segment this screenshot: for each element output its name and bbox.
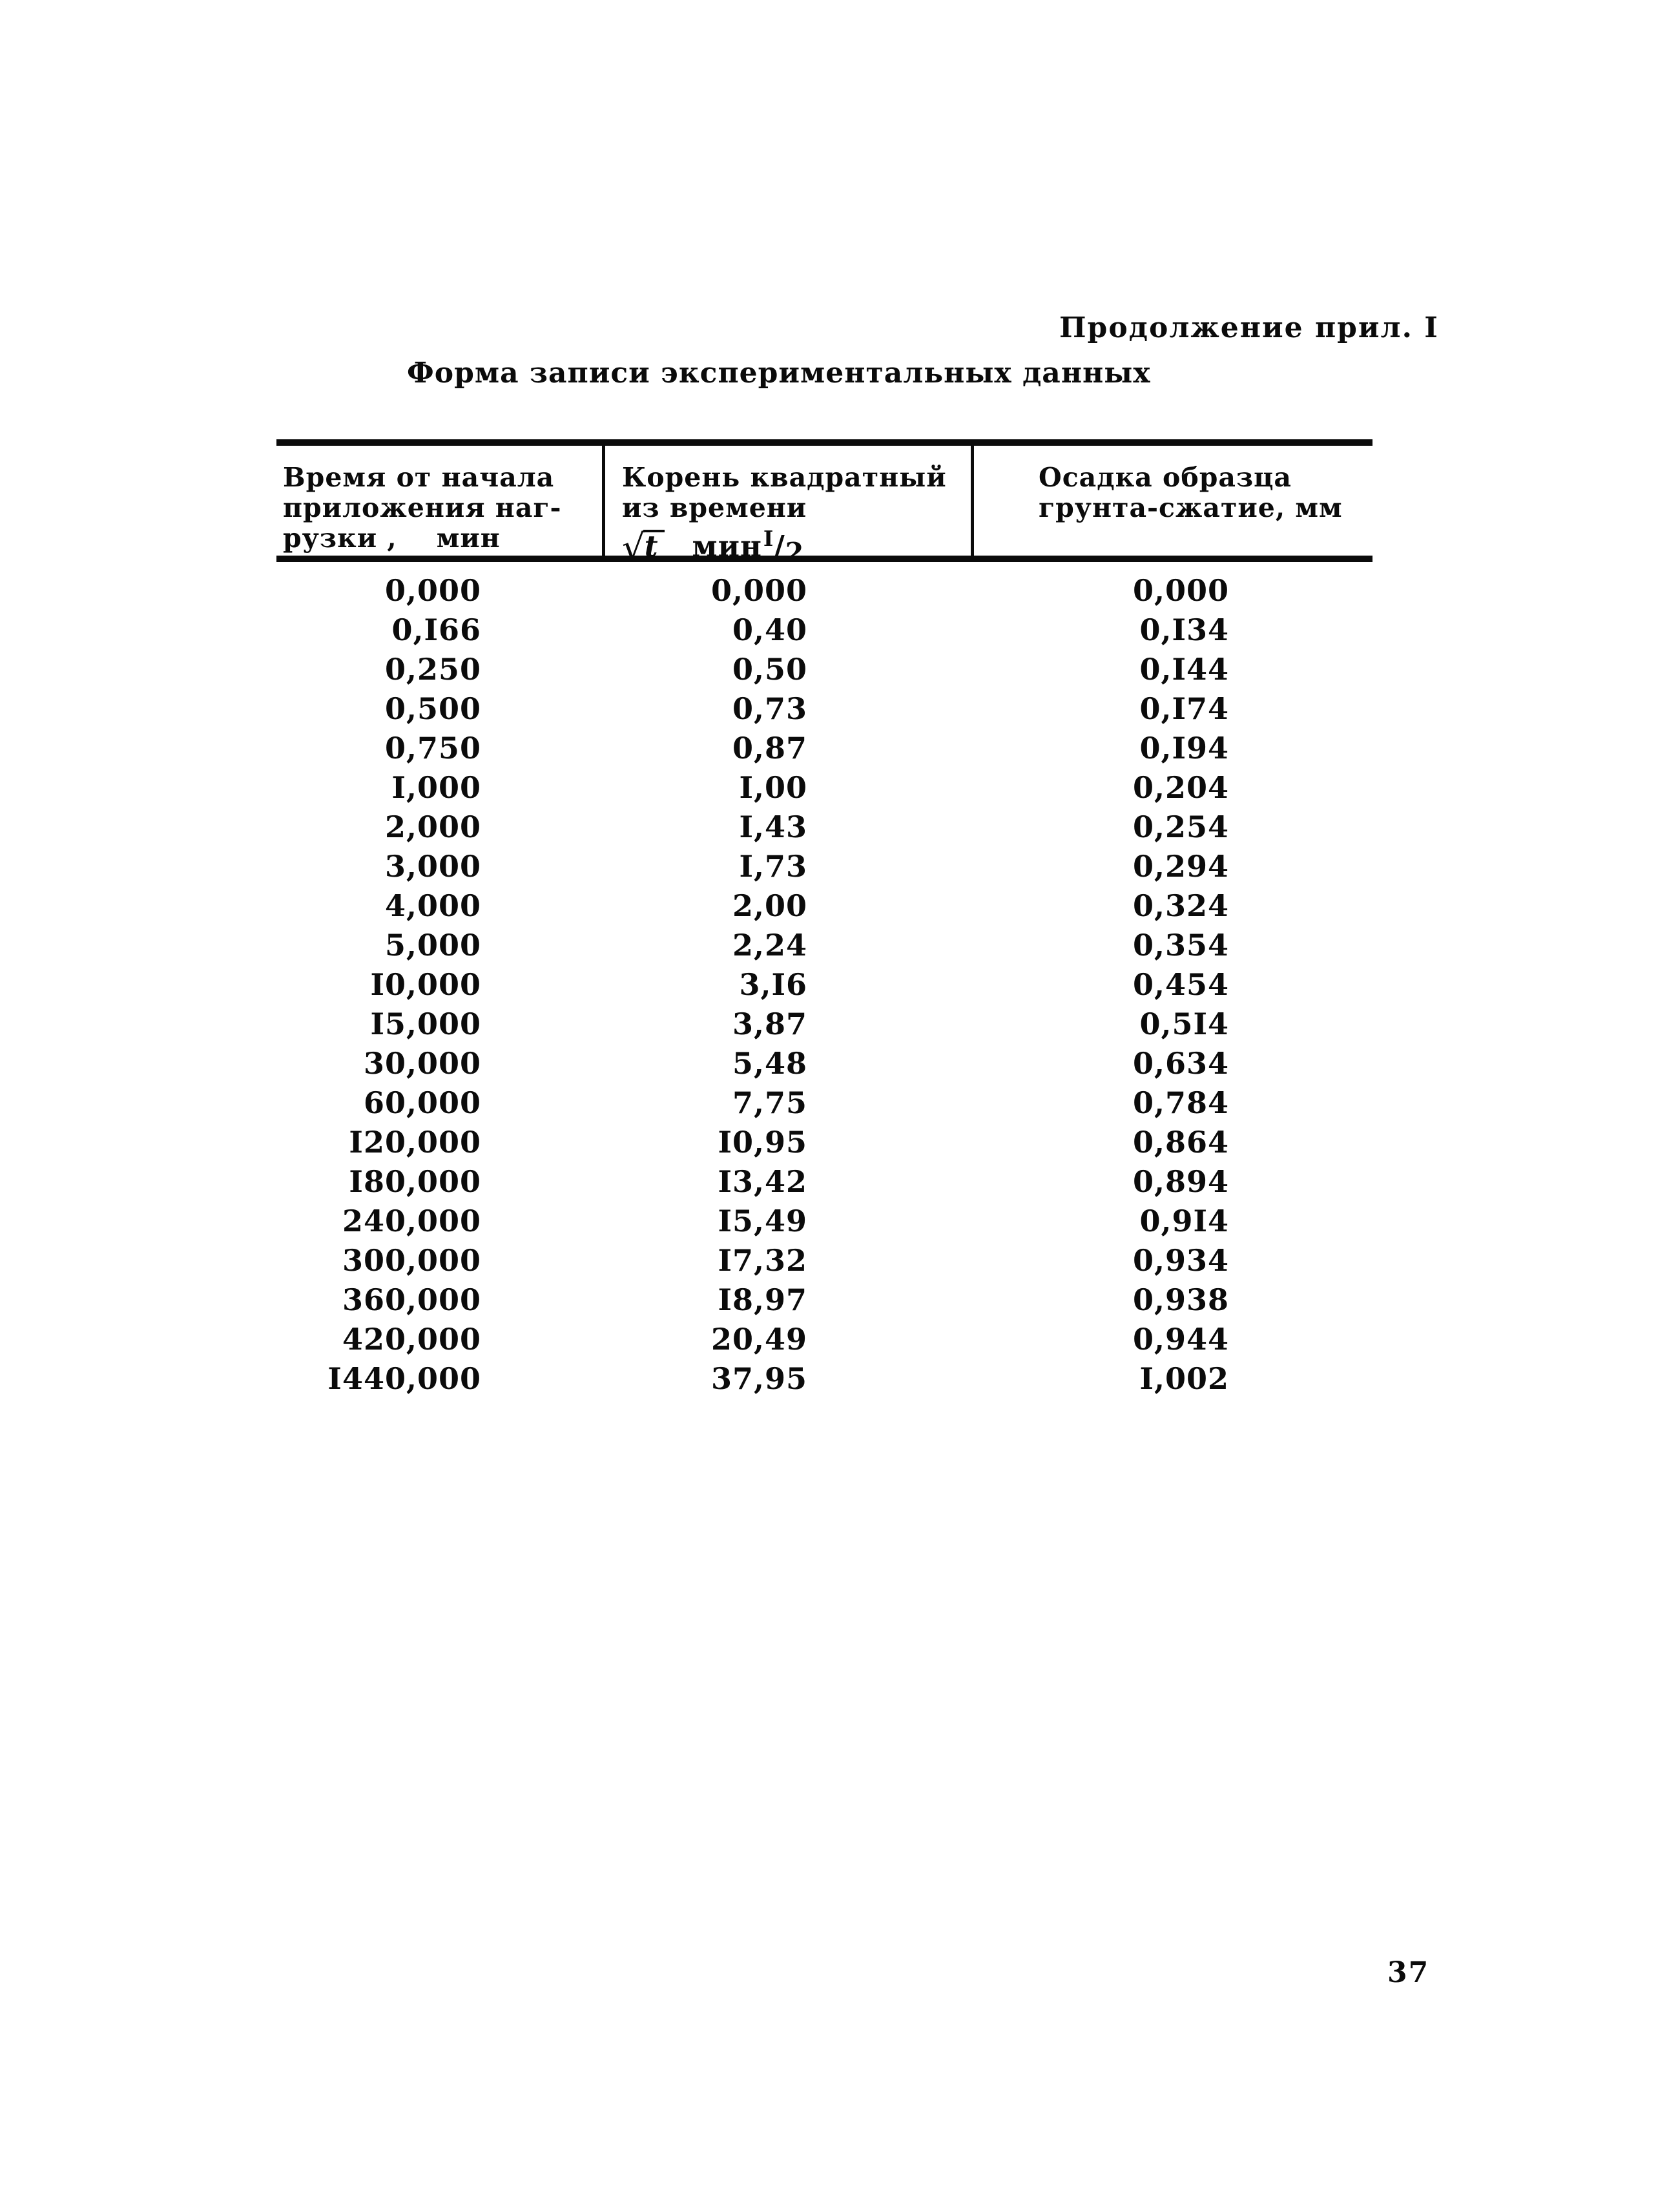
table-cell: 5,48 [732, 1046, 807, 1081]
column-header-settlement [974, 446, 1372, 556]
column-header-time [276, 446, 605, 556]
table-cell: 2,24 [732, 928, 807, 963]
formula-exponent-denominator: 2 [785, 537, 805, 568]
table-cell: I20,000 [349, 1125, 481, 1160]
table-body [276, 562, 1372, 1399]
table-cell: 0,204 [1132, 770, 1229, 805]
table-cell: 0,254 [1132, 809, 1229, 844]
table-cell: 0,000 [1132, 573, 1229, 608]
table-cell: I8,97 [718, 1282, 807, 1317]
table-cell: 0,864 [1132, 1125, 1229, 1160]
table-row [276, 1083, 1372, 1123]
table-row [276, 571, 1372, 610]
table-row [276, 1320, 1372, 1359]
table-cell: I,000 [391, 770, 481, 805]
table-cell: 300,000 [342, 1243, 481, 1278]
table-row [276, 610, 1372, 650]
header-line: рузки , мин [283, 523, 501, 554]
table-cell: I,002 [1139, 1361, 1229, 1396]
header-line: Корень квадратный [622, 462, 947, 493]
table-cell: I0,000 [370, 967, 481, 1002]
table-cell: 0,944 [1132, 1322, 1229, 1357]
table-row [276, 808, 1372, 847]
data-table [276, 439, 1372, 1399]
table-cell: 0,I74 [1139, 691, 1229, 726]
continuation-note: Продолжение прил. I [1059, 311, 1439, 344]
column-header-sqrt-time [605, 446, 974, 569]
table-row [276, 847, 1372, 886]
table-cell: 3,I6 [739, 967, 807, 1002]
formula-radicand: t [643, 530, 665, 561]
formula-unit: мин [692, 529, 762, 563]
table-row [276, 768, 1372, 808]
table-cell: 20,49 [710, 1322, 807, 1357]
table-cell: 4,000 [384, 888, 481, 923]
table-cell: I440,000 [327, 1361, 481, 1396]
table-cell: I5,49 [718, 1204, 807, 1238]
table-cell: I3,42 [718, 1164, 807, 1199]
header-line: Время от начала [283, 462, 555, 493]
table-cell: I0,95 [718, 1125, 807, 1160]
table-row [276, 689, 1372, 729]
table-cell: 0,634 [1132, 1046, 1229, 1081]
table-cell: 0,I44 [1139, 652, 1229, 687]
sqrt-time-formula [622, 523, 971, 568]
table-row [276, 1241, 1372, 1280]
table-cell: I80,000 [349, 1164, 481, 1199]
header-line: приложения наг- [283, 492, 562, 523]
table-cell: 0,40 [732, 612, 807, 647]
table-cell: I,43 [739, 809, 807, 844]
table-cell: 0,784 [1132, 1085, 1229, 1120]
table-cell: 0,87 [732, 731, 807, 766]
table-cell: 0,000 [710, 573, 807, 608]
table-cell: 0,000 [384, 573, 481, 608]
table-cell: I5,000 [370, 1007, 481, 1041]
table-row [276, 1044, 1372, 1083]
table-cell: 420,000 [342, 1322, 481, 1357]
header-line: из времени [622, 492, 807, 523]
table-cell: 0,9I4 [1139, 1204, 1229, 1238]
table-cell: 2,000 [384, 809, 481, 844]
header-line: Осадка образца [1039, 462, 1292, 493]
table-cell: 0,I94 [1139, 731, 1229, 766]
page-title: Форма записи экспериментальных данных [407, 357, 1151, 390]
table-cell: 60,000 [363, 1085, 481, 1120]
table-row [276, 886, 1372, 926]
table-cell: 30,000 [363, 1046, 481, 1081]
table-row [276, 1280, 1372, 1320]
table-cell: 0,934 [1132, 1243, 1229, 1278]
table-cell: 0,5I4 [1139, 1007, 1229, 1041]
table-cell: 0,500 [384, 691, 481, 726]
radical-sign-icon: √ [622, 527, 646, 569]
table-row [276, 926, 1372, 965]
formula-exponent-numerator: I [763, 526, 774, 551]
table-cell: 37,95 [710, 1361, 807, 1396]
table-cell: 0,250 [384, 652, 481, 687]
table-cell: 0,294 [1132, 849, 1229, 884]
table-row [276, 1162, 1372, 1202]
table-row [276, 1123, 1372, 1162]
table-cell: 0,454 [1132, 967, 1229, 1002]
table-cell: 0,354 [1132, 928, 1229, 963]
table-cell: 2,00 [732, 888, 807, 923]
table-cell: 0,324 [1132, 888, 1229, 923]
table-row [276, 729, 1372, 768]
table-cell: 0,894 [1132, 1164, 1229, 1199]
table-cell: I,00 [739, 770, 807, 805]
table-cell: 3,000 [384, 849, 481, 884]
table-row [276, 1005, 1372, 1044]
table-cell: I,73 [739, 849, 807, 884]
table-cell: 0,I66 [391, 612, 481, 647]
table-header-row [276, 446, 1372, 569]
page-number: 37 [1387, 1956, 1430, 1989]
table-cell: 360,000 [342, 1282, 481, 1317]
formula-exponent-slash: / [774, 529, 785, 563]
table-row [276, 1202, 1372, 1241]
table-row [276, 650, 1372, 689]
table-cell: 0,73 [732, 691, 807, 726]
table-cell: 7,75 [732, 1085, 807, 1120]
table-row [276, 965, 1372, 1005]
table-cell: 0,938 [1132, 1282, 1229, 1317]
table-row [276, 1359, 1372, 1399]
header-line: грунта-сжатие, мм [1039, 492, 1343, 523]
table-cell: 0,I34 [1139, 612, 1229, 647]
table-cell: 0,50 [732, 652, 807, 687]
table-cell: I7,32 [718, 1243, 807, 1278]
table-cell: 5,000 [384, 928, 481, 963]
table-cell: 0,750 [384, 731, 481, 766]
table-cell: 3,87 [732, 1007, 807, 1041]
table-cell: 240,000 [342, 1204, 481, 1238]
